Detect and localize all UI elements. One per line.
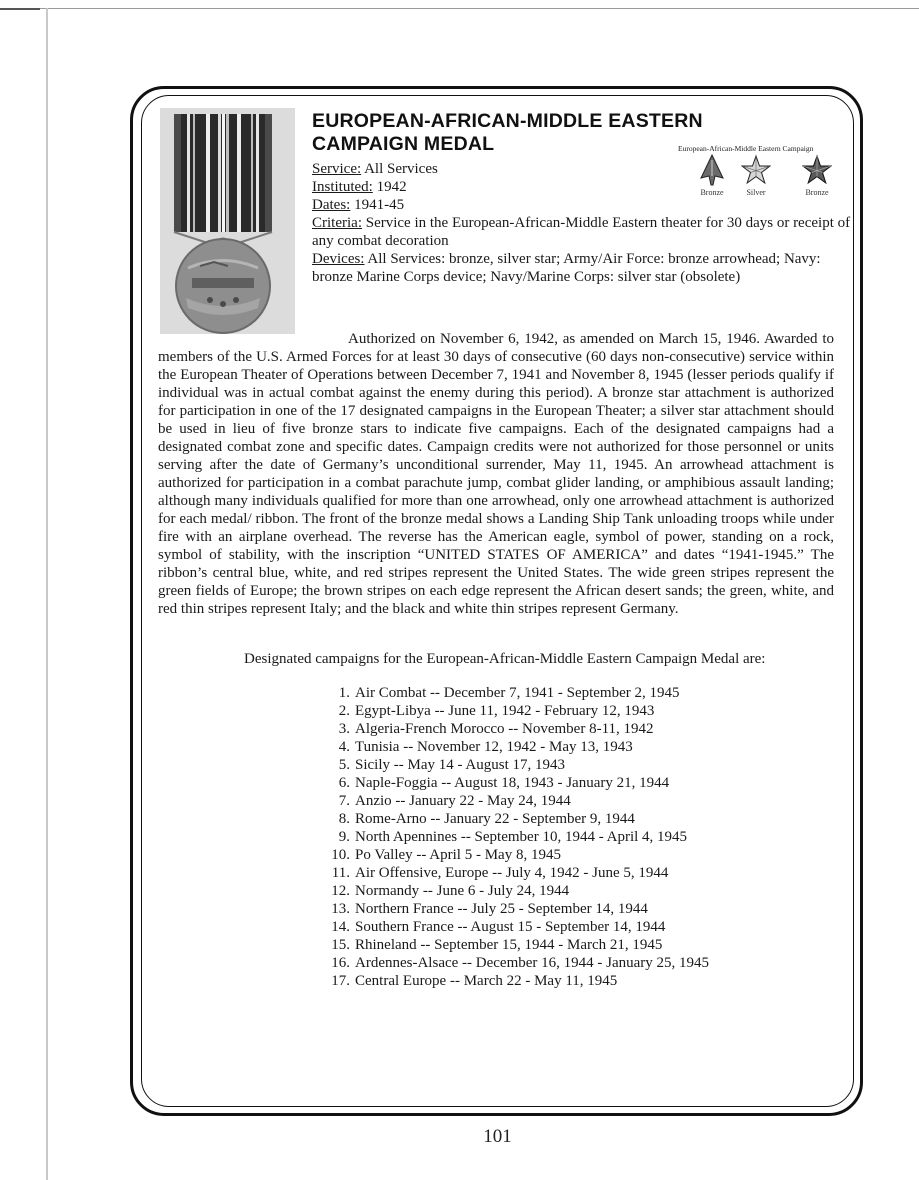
campaign-text: Egypt-Libya -- June 11, 1942 - February 12, 1943 — [355, 703, 655, 719]
list-item — [324, 792, 709, 810]
info-instituted — [312, 178, 407, 196]
campaign-number: 16. — [331, 955, 350, 971]
campaign-number: 11. — [331, 865, 350, 881]
campaign-number: 4. — [338, 739, 350, 755]
campaign-text: Sicily -- May 14 - August 17, 1943 — [355, 757, 565, 773]
campaign-number: 5. — [338, 757, 350, 773]
info-service — [312, 160, 438, 178]
list-item — [324, 720, 709, 738]
campaign-number: 6. — [338, 775, 350, 791]
page-number: 101 — [483, 1126, 512, 1147]
criteria-value: Service in the European-African-Middle Eastern theater for 30 days or receipt of any combat decoration — [312, 215, 851, 249]
campaign-number: 14. — [331, 919, 350, 935]
criteria-label: Criteria: — [312, 215, 362, 231]
list-item — [324, 882, 709, 900]
list-item — [324, 972, 709, 990]
campaign-list — [324, 684, 709, 990]
device-label-arrowhead: Bronze — [700, 188, 724, 197]
dates-value: 1941-45 — [350, 197, 405, 213]
campaign-text: Tunisia -- November 12, 1942 - May 13, 1943 — [355, 739, 633, 755]
campaign-text: Central Europe -- March 22 - May 11, 1945 — [355, 973, 618, 989]
scan-top-edge — [0, 8, 919, 9]
devices-caption: European-African-Middle Eastern Campaign — [678, 144, 814, 153]
medal-image — [160, 108, 295, 334]
list-item — [324, 900, 709, 918]
service-value: All Services — [361, 161, 438, 177]
list-item — [324, 756, 709, 774]
dates-label: Dates: — [312, 197, 351, 213]
medal-photo — [160, 108, 295, 334]
campaign-text: Naple-Foggia -- August 18, 1943 - January 21, 1944 — [355, 775, 670, 791]
campaign-number: 13. — [331, 901, 350, 917]
campaign-text: Po Valley -- April 5 - May 8, 1945 — [355, 847, 561, 863]
list-item — [324, 738, 709, 756]
description-paragraph: Authorized on November 6, 1942, as amended on March 15, 1946. Awarded to members of the U.S. Armed Forces for at least 30 days of consecutive (60 days non-consecutive) service within the European Theater of Operations between December 7, 1941 and November 8, 1945 (lesser periods qualify if individual was in actual combat against the enemy during this period). A bronze star attachment is authorized for participation in one of the 17 designated campaigns in the European Theater; a silver star attachment should be used in lieu of five bronze stars to indicate five campaigns. Each of the designated campaigns had a designated combat zone and specific dates. Campaign credits were not authorized for those personnel or units serving after the date of Germany’s unconditional surrender, May 11, 1945. An arrowhead attachment is authorized for participation in a combat parachute jump, combat glider landing, or amphibious assault landing; although many individuals qualified for more than one arrowhead, only one arrowhead attachment is authorized for each medal/ ribbon. The front of the bronze medal shows a Landing Ship Tank unloading troops while under fire with an airplane overhead. The reverse has the American eagle, symbol of power, standing on a rock, symbol of stability, with the inscription “UNITED STATES OF AMERICA” and dates “1941-1945.” The ribbon’s central blue, white, and red stripes represent the United States. The wide green stripes represent the green fields of Europe; the brown stripes on each edge represent the African desert sands; the green, white, and red thin stripes represent Italy; and the black and white thin stripes represent Germany. — [158, 331, 834, 617]
list-item — [324, 954, 709, 972]
list-item — [324, 684, 709, 702]
scan-left-mark — [0, 8, 40, 10]
list-item — [324, 774, 709, 792]
campaigns-intro: Designated campaigns for the European-African-Middle Eastern Campaign Medal are: — [244, 651, 766, 667]
medal-disc — [176, 239, 270, 333]
campaign-text: Rhineland -- September 15, 1944 - March 21, 1945 — [355, 937, 663, 953]
list-item — [324, 864, 709, 882]
list-item — [324, 918, 709, 936]
instituted-value: 1942 — [372, 179, 407, 195]
scan-left-edge — [46, 8, 48, 1180]
campaign-number: 2. — [338, 703, 350, 719]
campaign-text: Air Combat -- December 7, 1941 - September 2, 1945 — [355, 685, 680, 701]
campaign-text: Anzio -- January 22 - May 24, 1944 — [355, 793, 571, 809]
instituted-label: Instituted: — [312, 179, 373, 195]
service-label: Service: — [312, 161, 362, 177]
info-criteria — [312, 214, 860, 250]
device-label-silver-star: Silver — [746, 188, 766, 197]
campaign-text: Ardennes-Alsace -- December 16, 1944 - January 25, 1945 — [355, 955, 710, 971]
device-label-bronze-star: Bronze — [805, 188, 829, 197]
campaign-text: Normandy -- June 6 - July 24, 1944 — [355, 883, 570, 899]
campaign-number: 15. — [331, 937, 350, 953]
devices-value: All Services: bronze, silver star; Army/Air Force: bronze arrowhead; Navy: bronze Marine Corps device; Navy/Marine Corps: silver star (obsolete) — [312, 251, 821, 285]
campaign-text: North Apennines -- September 10, 1944 - April 4, 1945 — [355, 829, 688, 845]
campaign-text: Air Offensive, Europe -- July 4, 1942 - June 5, 1944 — [355, 865, 669, 881]
campaign-number: 8. — [338, 811, 350, 827]
campaign-number: 12. — [331, 883, 350, 899]
bronze-star-icon — [802, 154, 832, 186]
campaign-number: 7. — [338, 793, 350, 809]
page-title: EUROPEAN-AFRICAN-MIDDLE EASTERN CAMPAIGN MEDAL — [312, 110, 703, 155]
list-item — [324, 810, 709, 828]
list-item — [324, 828, 709, 846]
devices-label: Devices: — [312, 251, 365, 267]
silver-star-icon — [741, 154, 771, 186]
campaign-text: Southern France -- August 15 - September 14, 1944 — [355, 919, 666, 935]
arrowhead-icon — [697, 154, 727, 186]
campaign-number: 3. — [338, 721, 350, 737]
campaign-text: Algeria-French Morocco -- November 8-11, 1942 — [355, 721, 654, 737]
campaign-number: 9. — [338, 829, 350, 845]
campaign-text: Northern France -- July 25 - September 14, 1944 — [355, 901, 648, 917]
info-dates — [312, 196, 404, 214]
campaign-text: Rome-Arno -- January 22 - September 9, 1944 — [355, 811, 635, 827]
list-item — [324, 702, 709, 720]
list-item — [324, 936, 709, 954]
info-devices — [312, 250, 860, 286]
ribbon — [174, 114, 272, 248]
campaign-number: 10. — [331, 847, 350, 863]
campaign-number: 1. — [338, 685, 350, 701]
campaign-number: 17. — [331, 973, 350, 989]
list-item — [324, 846, 709, 864]
